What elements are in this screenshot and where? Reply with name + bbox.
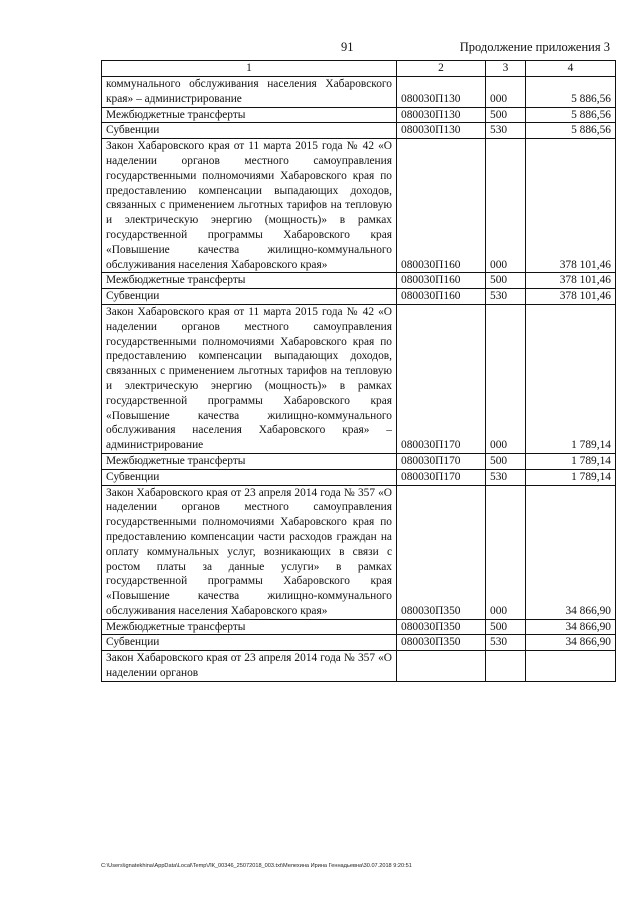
table-row <box>102 453 616 469</box>
expense-type: 000 <box>486 304 526 453</box>
table-header <box>102 61 616 77</box>
row-description: Субвенции <box>102 289 397 305</box>
expense-type: 530 <box>486 635 526 651</box>
row-description: коммунального обслуживания населения Хабаровского края» – администрирование <box>102 77 397 108</box>
row-description: Закон Хабаровского края от 11 марта 2015 года № 42 «О наделении органов местного самоуправления государственными полномочиями Хабаровского края по предоставлению компенсации выпадающих доходов, связанных с применением льготных тарифов на тепловую и электрическую энергию (мощность)» в рамках государственной программы Хабаровского края «Повышение качества жилищно-коммунального обслуживания населения Хабаровского края» – администрирование <box>102 304 397 453</box>
page-header <box>0 40 640 56</box>
amount: 34 866,90 <box>526 485 616 619</box>
target-code: 080030П130 <box>397 123 486 139</box>
expense-type: 530 <box>486 123 526 139</box>
amount: 1 789,14 <box>526 469 616 485</box>
amount: 34 866,90 <box>526 635 616 651</box>
target-code: 080030П160 <box>397 289 486 305</box>
target-code: 080030П170 <box>397 453 486 469</box>
amount: 5 886,56 <box>526 77 616 108</box>
amount: 5 886,56 <box>526 107 616 123</box>
amount: 378 101,46 <box>526 273 616 289</box>
amount <box>526 651 616 682</box>
table-row <box>102 485 616 619</box>
table-row <box>102 289 616 305</box>
table-row <box>102 651 616 682</box>
expense-type: 000 <box>486 77 526 108</box>
row-description: Закон Хабаровского края от 23 апреля 2014 года № 357 «О наделении органов местного самоуправления государственными полномочиями Хабаровского края по предоставлению компенсации части расходов граждан на оплату коммунальных услуг, возникающих в связи с ростом платы за данные услуги» в рамках государственной программы Хабаровского края «Повышение качества жилищно-коммунального обслуживания населения Хабаровского края» <box>102 485 397 619</box>
expense-type: 000 <box>486 139 526 273</box>
amount: 1 789,14 <box>526 453 616 469</box>
expense-type <box>486 651 526 682</box>
row-description: Межбюджетные трансферты <box>102 619 397 635</box>
row-description: Субвенции <box>102 123 397 139</box>
table-row <box>102 139 616 273</box>
table-row <box>102 469 616 485</box>
expense-type: 000 <box>486 485 526 619</box>
target-code: 080030П170 <box>397 469 486 485</box>
expense-type: 500 <box>486 107 526 123</box>
table-row <box>102 123 616 139</box>
column-header-2: 2 <box>397 61 486 77</box>
expense-type: 500 <box>486 273 526 289</box>
table-row <box>102 635 616 651</box>
target-code: 080030П350 <box>397 635 486 651</box>
table-row <box>102 304 616 453</box>
target-code: 080030П170 <box>397 304 486 453</box>
amount: 1 789,14 <box>526 304 616 453</box>
target-code: 080030П130 <box>397 107 486 123</box>
expense-type: 530 <box>486 469 526 485</box>
column-header-4: 4 <box>526 61 616 77</box>
expense-type: 530 <box>486 289 526 305</box>
target-code: 080030П160 <box>397 139 486 273</box>
column-header-1: 1 <box>102 61 397 77</box>
target-code: 080030П160 <box>397 273 486 289</box>
amount: 378 101,46 <box>526 139 616 273</box>
expense-type: 500 <box>486 453 526 469</box>
target-code <box>397 651 486 682</box>
page-number: 91 <box>341 40 354 54</box>
row-description: Субвенции <box>102 469 397 485</box>
amount: 34 866,90 <box>526 619 616 635</box>
column-header-3: 3 <box>486 61 526 77</box>
row-description: Межбюджетные трансферты <box>102 107 397 123</box>
column-header-row <box>102 61 616 77</box>
row-description: Межбюджетные трансферты <box>102 453 397 469</box>
expense-type: 500 <box>486 619 526 635</box>
footer-file-path: C:\Users\ignatekhina\AppData\Local\Temp\ЛК_00346_25072018_003.txt\Мелехина Ирина Геннадьевна\30.07.2018 9:20:51 <box>101 863 412 869</box>
amount: 5 886,56 <box>526 123 616 139</box>
row-description: Межбюджетные трансферты <box>102 273 397 289</box>
row-description: Закон Хабаровского края от 11 марта 2015 года № 42 «О наделении органов местного самоуправления государственными полномочиями Хабаровского края по предоставлению компенсации выпадающих доходов, связанных с применением льготных тарифов на тепловую и электрическую энергию (мощность)» в рамках государственной программы Хабаровского края «Повышение качества жилищно-коммунального обслуживания населения Хабаровского края» <box>102 139 397 273</box>
table-row <box>102 619 616 635</box>
target-code: 080030П130 <box>397 77 486 108</box>
table-row <box>102 77 616 108</box>
row-description: Закон Хабаровского края от 23 апреля 2014 года № 357 «О наделении органов <box>102 651 397 682</box>
target-code: 080030П350 <box>397 619 486 635</box>
row-description: Субвенции <box>102 635 397 651</box>
table-row <box>102 107 616 123</box>
budget-table <box>101 60 616 682</box>
table-row <box>102 273 616 289</box>
continuation-label: Продолжение приложения 3 <box>459 40 610 54</box>
target-code: 080030П350 <box>397 485 486 619</box>
amount: 378 101,46 <box>526 289 616 305</box>
